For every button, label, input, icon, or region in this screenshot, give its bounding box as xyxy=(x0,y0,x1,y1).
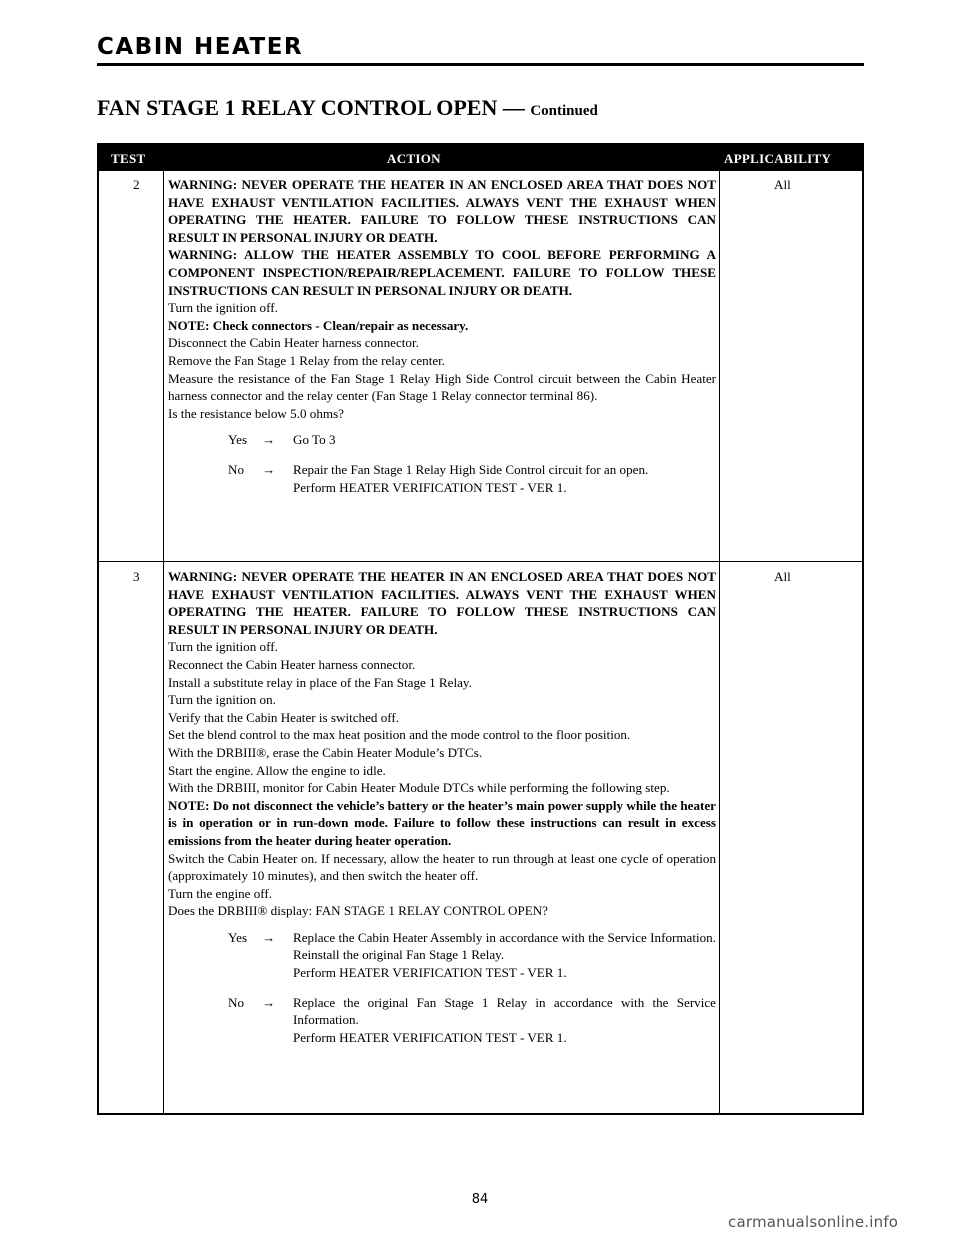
action-cell xyxy=(168,568,716,1046)
answer-text: Repair the Fan Stage 1 Relay High Side Control circuit for an open. xyxy=(293,461,649,477)
row-divider xyxy=(99,561,862,562)
column-divider xyxy=(719,171,720,1113)
diagnostic-table xyxy=(97,143,864,1115)
page-number: 84 xyxy=(471,1192,489,1207)
note-text: NOTE: Check connectors - Clean/repair as necessary. xyxy=(168,317,469,333)
applicability-cell: All xyxy=(774,569,791,584)
step-text: Set the blend control to the max heat position and the mode control to the floor position. xyxy=(168,727,631,743)
applicability-cell: All xyxy=(774,177,791,192)
answer-label: No xyxy=(228,461,245,477)
arrow-icon: → xyxy=(262,929,276,945)
page-header-title: CABIN HEATER xyxy=(97,34,304,60)
warning-text: WARNING: NEVER OPERATE THE HEATER IN AN ENCLOSED AREA THAT DOES NOT HAVE EXHAUST VENTILATION FACILITIES. ALWAYS VENT THE EXHAUST WHEN OPERATING THE HEATER. FAILURE TO FOLLOW THESE INSTRUCTIONS CAN RESULT IN PERSONAL INJURY OR DEATH. xyxy=(168,177,716,245)
arrow-icon: → xyxy=(262,994,276,1010)
step-text: Verify that the Cabin Heater is switched off. xyxy=(168,709,400,725)
answer-text: Perform HEATER VERIFICATION TEST - VER 1. xyxy=(293,965,567,981)
test-number: 3 xyxy=(133,569,140,584)
header-rule xyxy=(97,63,864,66)
column-header-applicability: APPLICABILITY xyxy=(724,151,832,166)
step-text: Turn the ignition off. xyxy=(168,300,278,316)
warning-text: WARNING: ALLOW THE HEATER ASSEMBLY TO COOL BEFORE PERFORMING A COMPONENT INSPECTION/REPAIR/REPLACEMENT. FAILURE TO FOLLOW THESE INSTRUCTIONS CAN RESULT IN PERSONAL INJURY OR DEATH. xyxy=(168,247,716,298)
answer-no xyxy=(168,461,716,496)
answer-label: Yes xyxy=(228,432,248,448)
column-header-action: ACTION xyxy=(387,151,441,166)
answer-label: Yes xyxy=(228,929,248,945)
continued-label: Continued xyxy=(530,103,598,119)
step-text: Measure the resistance of the Fan Stage 1 Relay High Side Control circuit between the Cabin Heater harness connector and the relay center (Fan Stage 1 Relay connector terminal 86). xyxy=(168,370,716,404)
answer-text: Replace the original Fan Stage 1 Relay in accordance with the Service Information. xyxy=(293,994,716,1028)
step-text: Reconnect the Cabin Heater harness connector. xyxy=(168,656,416,672)
question-text: Does the DRBIII® display: FAN STAGE 1 RELAY CONTROL OPEN? xyxy=(168,903,548,919)
warning-text: WARNING: NEVER OPERATE THE HEATER IN AN ENCLOSED AREA THAT DOES NOT HAVE EXHAUST VENTILATION FACILITIES. ALWAYS VENT THE EXHAUST WHEN OPERATING THE HEATER. FAILURE TO FOLLOW THESE INSTRUCTIONS CAN RESULT IN PERSONAL INJURY OR DEATH. xyxy=(168,569,716,637)
section-title-text: FAN STAGE 1 RELAY CONTROL OPEN — xyxy=(97,95,525,120)
step-text: Turn the engine off. xyxy=(168,885,273,901)
answer-yes xyxy=(168,431,716,449)
answer-text: Go To 3 xyxy=(293,432,336,448)
answer-text: Replace the Cabin Heater Assembly in accordance with the Service Information. Reinstall the original Fan Stage 1 Relay. xyxy=(293,929,716,963)
step-text: Disconnect the Cabin Heater harness connector. xyxy=(168,335,419,351)
arrow-icon: → xyxy=(262,461,276,477)
step-text: Install a substitute relay in place of the Fan Stage 1 Relay. xyxy=(168,674,472,690)
step-text: Remove the Fan Stage 1 Relay from the relay center. xyxy=(168,352,446,368)
step-text: Switch the Cabin Heater on. If necessary, allow the heater to run through at least one cycle of operation (approximately 10 minutes), and then switch the heater off. xyxy=(168,850,716,884)
step-text: Turn the ignition off. xyxy=(168,639,278,655)
answer-no xyxy=(168,994,716,1047)
step-text: With the DRBIII®, erase the Cabin Heater Module’s DTCs. xyxy=(168,744,483,760)
test-number: 2 xyxy=(133,177,140,192)
step-text: Turn the ignition on. xyxy=(168,692,276,708)
answer-text: Perform HEATER VERIFICATION TEST - VER 1. xyxy=(293,1029,567,1045)
note-text: NOTE: Do not disconnect the vehicle’s battery or the heater’s main power supply while the heater is in operation or in run-down mode. Failure to follow these instructions can result in excess emissions from the heater during heater operation. xyxy=(168,797,716,848)
arrow-icon: → xyxy=(262,432,276,448)
watermark: carmanualsonline.info xyxy=(728,1213,899,1231)
question-text: Is the resistance below 5.0 ohms? xyxy=(168,405,344,421)
answer-label: No xyxy=(228,994,245,1010)
answer-yes xyxy=(168,929,716,982)
answer-text: Perform HEATER VERIFICATION TEST - VER 1. xyxy=(293,479,567,495)
column-divider xyxy=(163,171,164,1113)
step-text: Start the engine. Allow the engine to idle. xyxy=(168,762,386,778)
column-header-test: TEST xyxy=(111,151,146,166)
action-cell xyxy=(168,176,716,496)
step-text: With the DRBIII, monitor for Cabin Heater Module DTCs while performing the following step. xyxy=(168,780,670,796)
table-header xyxy=(99,145,862,171)
section-title xyxy=(97,95,598,121)
